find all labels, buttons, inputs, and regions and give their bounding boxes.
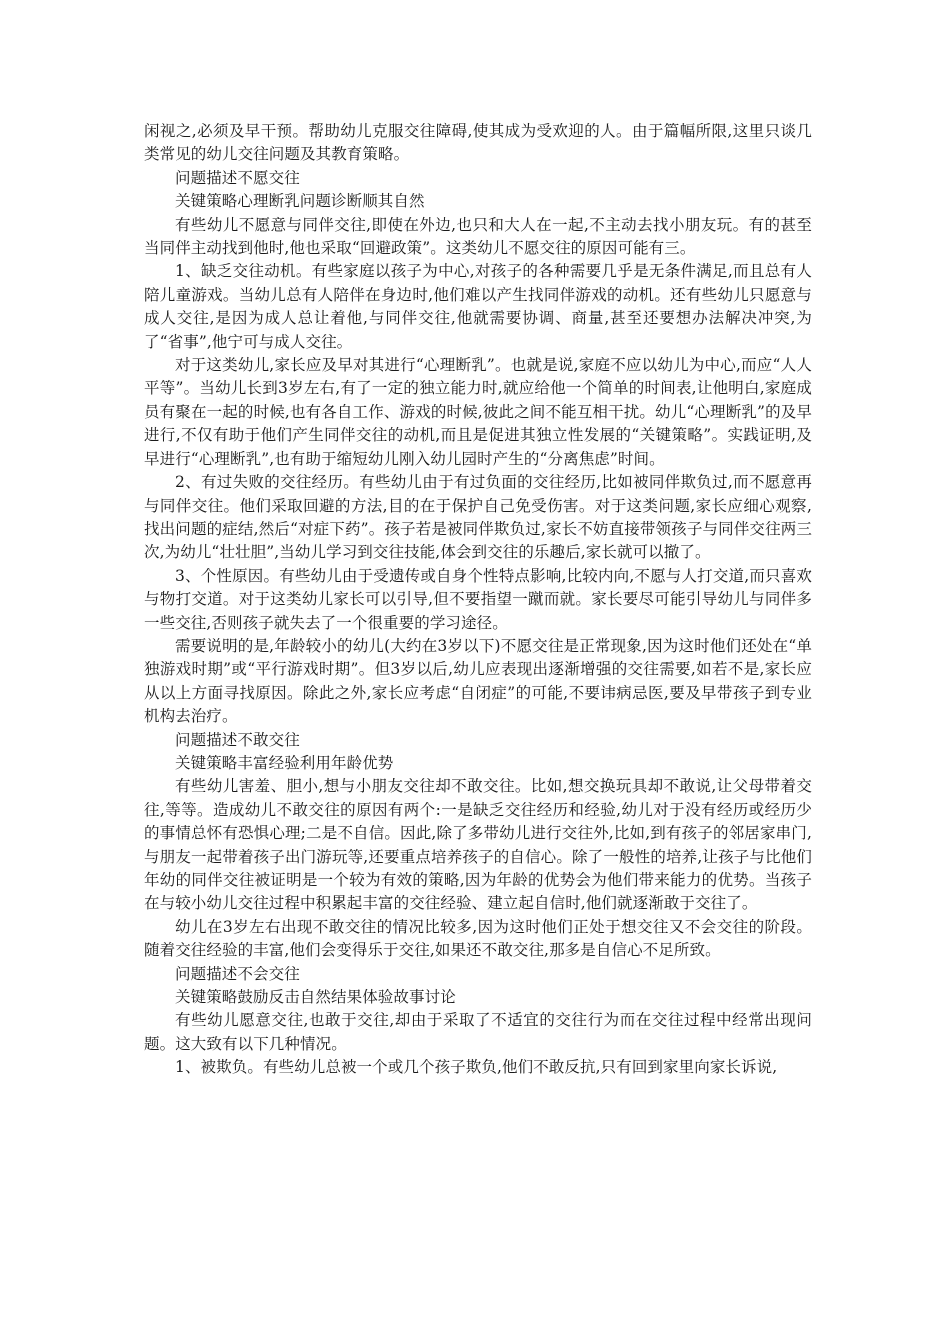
body-paragraph: 2、有过失败的交往经历。有些幼儿由于有过负面的交往经历,比如被同伴欺负过,而不愿意再与同伴交往。他们采取回避的方法,目的在于保护自己免受伤害。对于这类问题,家长应细心观察,找出问题的症结,然后“对症下药”。孩子若是被同伴欺负过,家长不妨直接带领孩子与同伴交往两三次,为幼儿“壮壮胆”,当幼儿学习到交往技能,体会到交往的乐趣后,家长就可以撤了。 (144, 473, 812, 562)
document-body (144, 120, 812, 1080)
body-paragraph: 需要说明的是,年龄较小的幼儿(大约在3岁以下)不愿交往是正常现象,因为这时他们还处在“单独游戏时期”或“平行游戏时期”。但3岁以后,幼儿应表现出逐渐增强的交往需要,如若不是,家长应从以上方面寻找原因。除此之外,家长应考虑“自闭症”的可能,不要讳病忌医,要及早带孩子到专业机构去治疗。 (144, 636, 812, 726)
body-paragraph: 有些幼儿不愿意与同伴交往,即使在外边,也只和大人在一起,不主动去找小朋友玩。有的甚至当同伴主动找到他时,他也采取“回避政策”。这类幼儿不愿交往的原因可能有三。 (144, 215, 812, 258)
section-strategy-heading: 关键策略丰富经验利用年龄优势 (175, 753, 394, 772)
body-paragraph: 1、被欺负。有些幼儿总被一个或几个孩子欺负,他们不敢反抗,只有回到家里向家长诉说, (175, 1058, 778, 1077)
body-paragraph: 闲视之,必须及早干预。帮助幼儿克服交往障碍,使其成为受欢迎的人。由于篇幅所限,这里只谈几类常见的幼儿交往问题及其教育策略。 (144, 122, 812, 164)
section-problem-heading: 问题描述不愿交往 (175, 168, 300, 187)
body-paragraph: 1、缺乏交往动机。有些家庭以孩子为中心,对孩子的各种需要几乎是无条件满足,而且总有人陪儿童游戏。当幼儿总有人陪伴在身边时,他们难以产生找同伴游戏的动机。还有些幼儿只愿意与成人交往,是因为成人总让着他,与同伴交往,他就需要协调、商量,甚至还要想办法解决冲突,为了“省事”,他宁可与成人交往。 (144, 262, 812, 351)
body-paragraph: 有些幼儿愿意交往,也敢于交往,却由于采取了不适宜的交往行为而在交往过程中经常出现问题。这大致有以下几种情况。 (144, 1011, 812, 1053)
section-problem-heading: 问题描述不会交往 (175, 964, 300, 983)
section-strategy-heading: 关键策略心理断乳问题诊断顺其自然 (175, 192, 425, 211)
body-paragraph: 有些幼儿害羞、胆小,想与小朋友交往却不敢交往。比如,想交换玩具却不敢说,让父母带着交往,等等。造成幼儿不敢交往的原因有两个:一是缺乏交往经历和经验,幼儿对于没有经历或经历少的事情总怀有恐惧心理;二是不自信。因此,除了多带幼儿进行交往外,比如,到有孩子的邻居家串门,与朋友一起带着孩子出门游玩等,还要重点培养孩子的自信心。除了一般性的培养,让孩子与比他们年幼的同伴交往被证明是一个较为有效的策略,因为年龄的优势会为他们带来能力的优势。当孩子在与较小幼儿交往过程中积累起丰富的交往经验、建立起自信时,他们就逐渐敢于交往了。 (144, 777, 812, 913)
body-paragraph: 幼儿在3岁左右出现不敢交往的情况比较多,因为这时他们正处于想交往又不会交往的阶段。随着交往经验的丰富,他们会变得乐于交往,如果还不敢交往,那多是自信心不足所致。 (144, 917, 812, 960)
section-problem-heading: 问题描述不敢交往 (175, 730, 300, 749)
body-paragraph: 3、个性原因。有些幼儿由于受遗传或自身个性特点影响,比较内向,不愿与人打交道,而只喜欢与物打交道。对于这类幼儿家长可以引导,但不要指望一蹴而就。家长要尽可能引导幼儿与同伴多一些交往,否则孩子就失去了一个很重要的学习途径。 (144, 566, 812, 632)
body-paragraph: 对于这类幼儿,家长应及早对其进行“心理断乳”。也就是说,家庭不应以幼儿为中心,而应“人人平等”。当幼儿长到3岁左右,有了一定的独立能力时,就应给他一个简单的时间表,让他明白,家庭成员有聚在一起的时候,也有各自工作、游戏的时候,彼此之间不能互相干扰。幼儿“心理断乳”的及早进行,不仅有助于他们产生同伴交往的动机,而且是促进其独立性发展的“关键策略”。实践证明,及早进行“心理断乳”,也有助于缩短幼儿刚入幼儿园时产生的“分离焦虑”时间。 (144, 356, 812, 468)
section-strategy-heading: 关键策略鼓励反击自然结果体验故事讨论 (175, 988, 456, 1007)
